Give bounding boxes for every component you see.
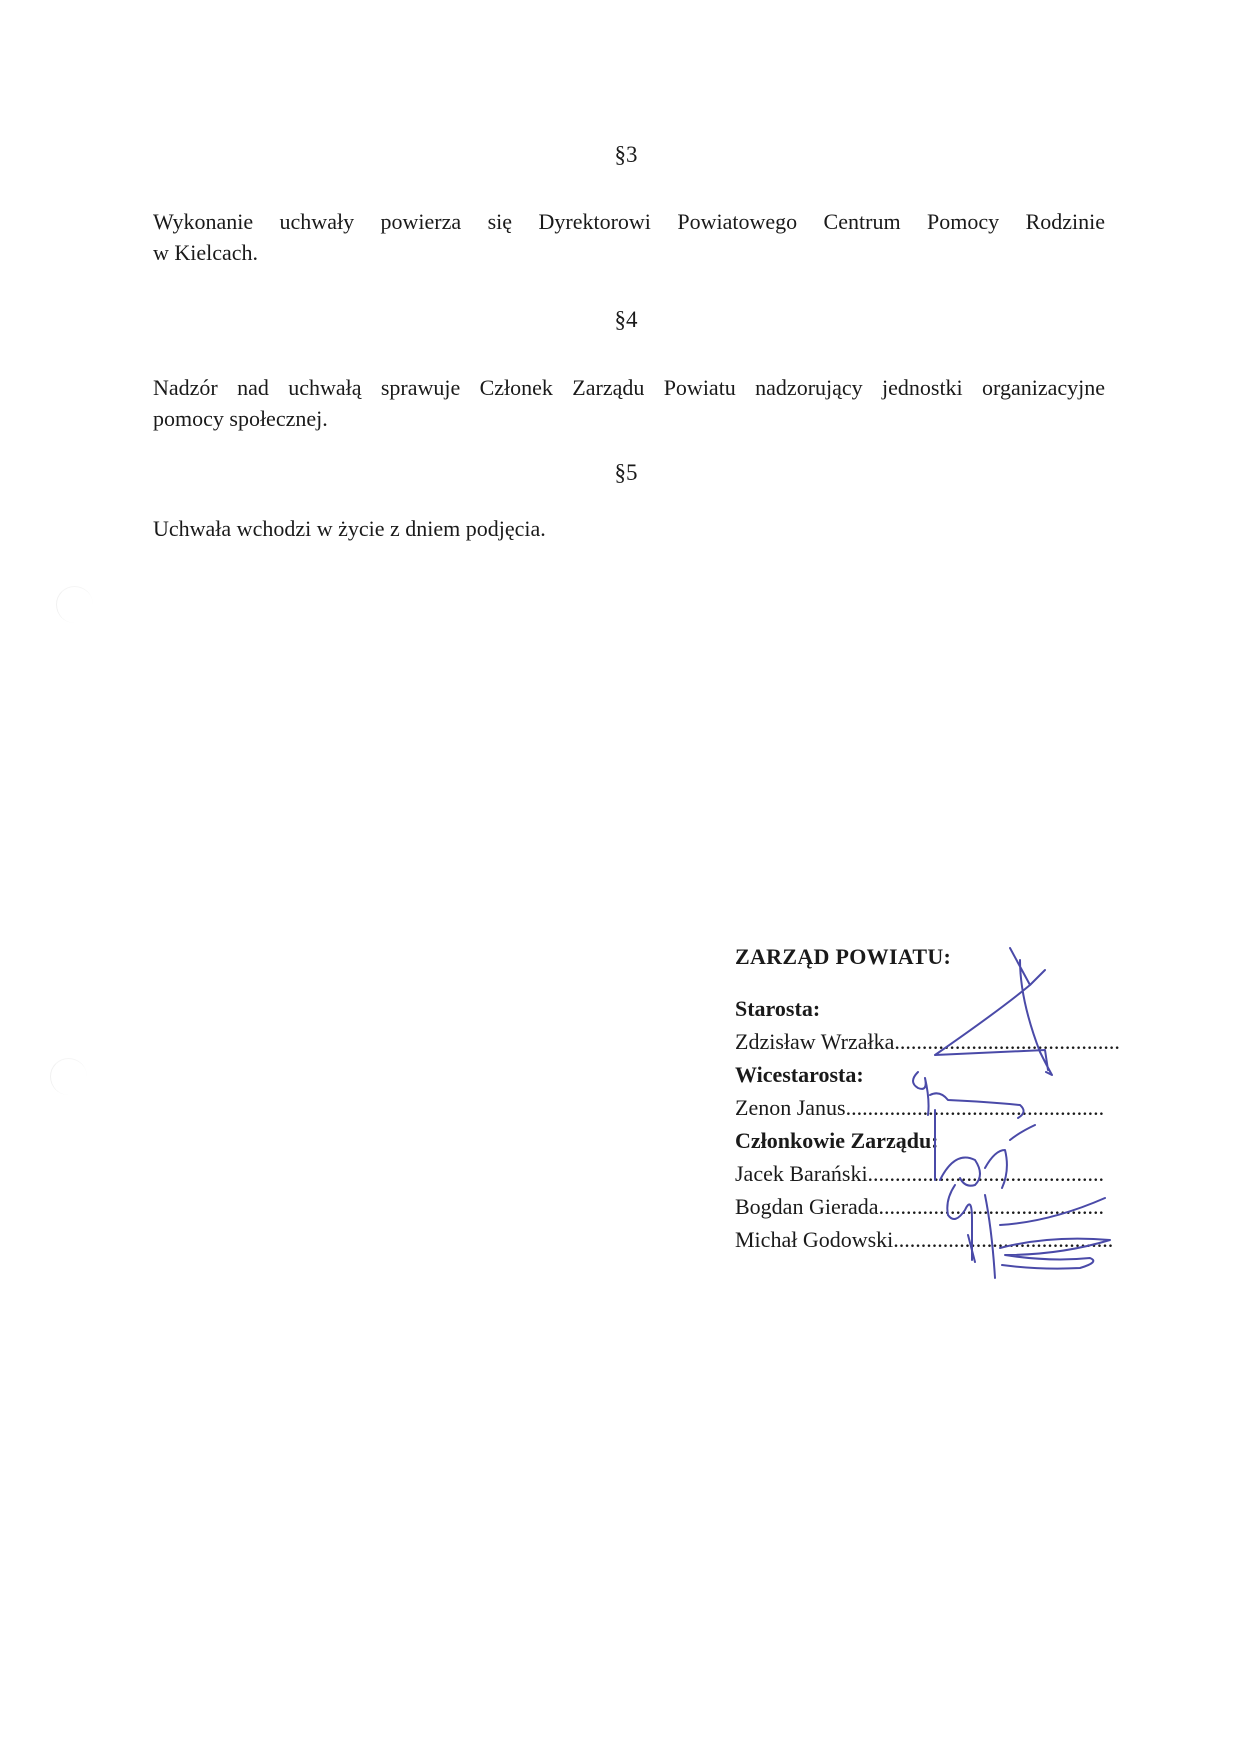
starosta-name: Zdzisław Wrzałka......................................... (735, 1029, 1120, 1054)
wicestarosta-name: Zenon Janus............................................... (735, 1095, 1105, 1120)
wicestarosta-label: Wicestarosta: (735, 1062, 864, 1087)
signature-block (735, 940, 1135, 1256)
section-5-mark: §5 (614, 460, 638, 485)
section-3-mark: §3 (614, 142, 638, 167)
member-2-name: Bogdan Gierada......................................... (735, 1194, 1105, 1219)
starosta-label: Starosta: (735, 996, 821, 1021)
section-4-text (153, 372, 1105, 434)
section-4-mark: §4 (614, 307, 638, 332)
section-4-line-2: pomocy społecznej. (153, 406, 328, 431)
member-1-name: Jacek Barański........................................... (735, 1161, 1105, 1186)
section-3-line-2: w Kielcach. (153, 240, 259, 265)
board-title: ZARZĄD POWIATU: (735, 944, 952, 969)
scan-artifact (50, 1058, 87, 1095)
section-5-line-1: Uchwała wchodzi w życie z dniem podjęcia. (153, 516, 546, 541)
section-3-text (153, 206, 1105, 268)
section-5-text (153, 513, 1105, 544)
members-label: Członkowie Zarządu: (735, 1128, 939, 1153)
member-3-name: Michał Godowski........................................ (735, 1227, 1114, 1252)
scan-artifact (56, 586, 93, 623)
section-4-line-1: Nadzór nad uchwałą sprawuje Członek Zarządu Powiatu nadzorujący jednostki organizacyjne (153, 375, 1105, 400)
section-3-line-1: Wykonanie uchwały powierza się Dyrektorowi Powiatowego Centrum Pomocy Rodzinie (153, 209, 1105, 234)
